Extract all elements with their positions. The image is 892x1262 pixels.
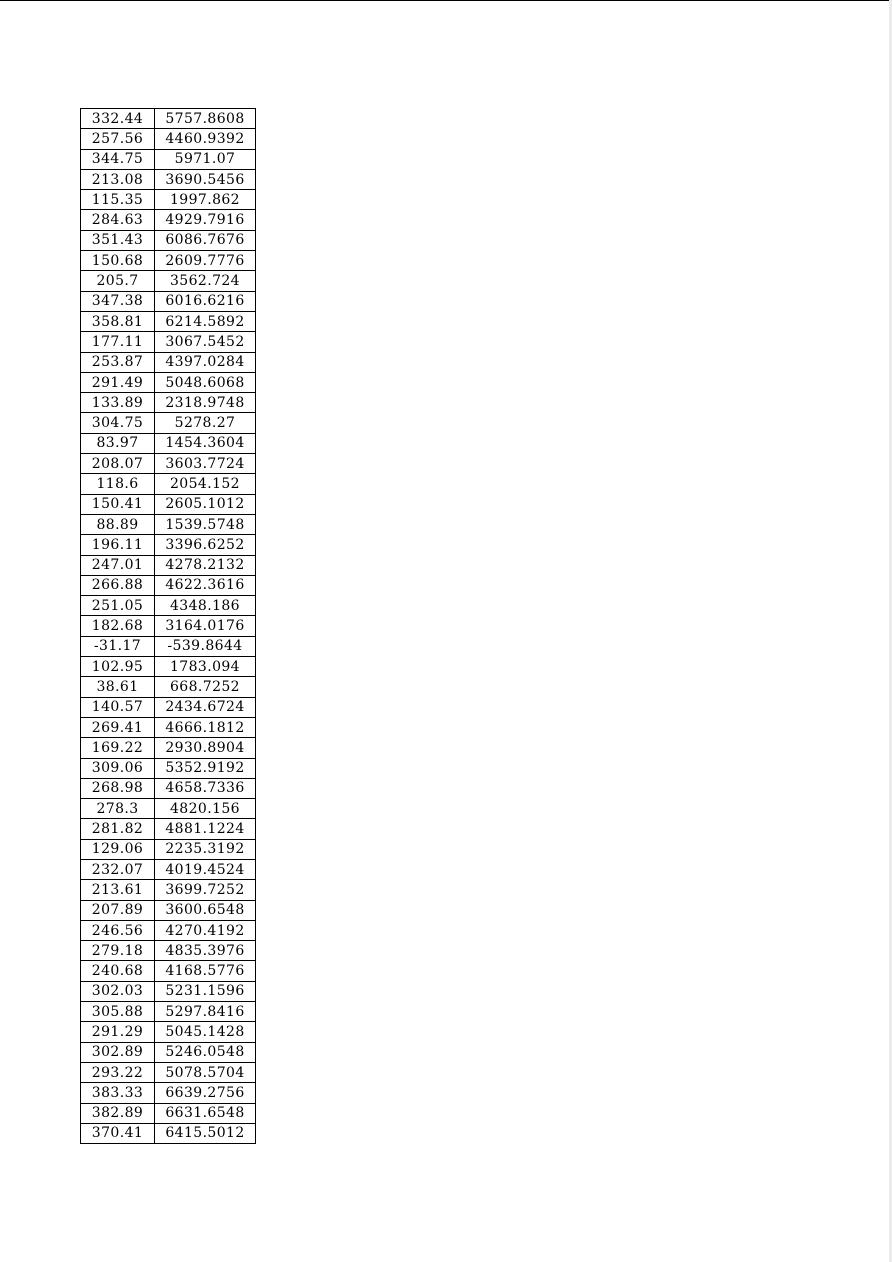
table-cell-col-a[interactable]: 253.87 — [81, 352, 155, 372]
table-cell-col-b[interactable]: 4666.1812 — [155, 717, 256, 737]
table-row — [81, 758, 256, 778]
table-cell-col-b[interactable]: 5757.8608 — [155, 109, 256, 129]
table-row — [81, 1103, 256, 1123]
table-cell-col-a[interactable]: 370.41 — [81, 1123, 155, 1143]
table-cell-col-b[interactable]: 2605.1012 — [155, 494, 256, 514]
table-row — [81, 555, 256, 575]
table-cell-col-a[interactable]: 332.44 — [81, 109, 155, 129]
table-cell-col-a[interactable]: 102.95 — [81, 657, 155, 677]
table-cell-col-a[interactable]: 213.61 — [81, 880, 155, 900]
table-row — [81, 920, 256, 940]
table-cell-col-b[interactable]: 1997.862 — [155, 190, 256, 210]
data-table-body — [81, 109, 256, 1144]
table-cell-col-a[interactable]: 133.89 — [81, 393, 155, 413]
table-cell-col-a[interactable]: 281.82 — [81, 819, 155, 839]
table-cell-col-b[interactable]: 1539.5748 — [155, 514, 256, 534]
table-row — [81, 413, 256, 433]
table-cell-col-b[interactable]: 5297.8416 — [155, 1002, 256, 1022]
table-cell-col-a[interactable]: 196.11 — [81, 535, 155, 555]
table-row — [81, 961, 256, 981]
table-cell-col-b[interactable]: 3699.7252 — [155, 880, 256, 900]
table-cell-col-a[interactable]: -31.17 — [81, 636, 155, 656]
table-cell-col-a[interactable]: 213.08 — [81, 169, 155, 189]
table-row — [81, 129, 256, 149]
table-cell-col-a[interactable]: 266.88 — [81, 575, 155, 595]
table-cell-col-a[interactable]: 278.3 — [81, 799, 155, 819]
table-cell-col-a[interactable]: 302.89 — [81, 1042, 155, 1062]
table-cell-col-b[interactable]: 3067.5452 — [155, 332, 256, 352]
table-cell-col-a[interactable]: 246.56 — [81, 920, 155, 940]
table-cell-col-b[interactable]: 5045.1428 — [155, 1022, 256, 1042]
table-cell-col-a[interactable]: 257.56 — [81, 129, 155, 149]
table-cell-col-a[interactable]: 232.07 — [81, 859, 155, 879]
table-row — [81, 657, 256, 677]
table-row — [81, 149, 256, 169]
table-row — [81, 900, 256, 920]
table-cell-col-a[interactable]: 169.22 — [81, 738, 155, 758]
table-cell-col-b[interactable]: 4929.7916 — [155, 210, 256, 230]
table-cell-col-b[interactable]: 4881.1224 — [155, 819, 256, 839]
table-row — [81, 1042, 256, 1062]
table-cell-col-a[interactable]: 182.68 — [81, 616, 155, 636]
table-row — [81, 393, 256, 413]
page-top-border — [0, 0, 892, 1]
table-row — [81, 454, 256, 474]
table-cell-col-a[interactable]: 347.38 — [81, 291, 155, 311]
table-cell-col-a[interactable]: 150.68 — [81, 251, 155, 271]
table-cell-col-b[interactable]: 4658.7336 — [155, 778, 256, 798]
table-cell-col-a[interactable]: 205.7 — [81, 271, 155, 291]
table-row — [81, 433, 256, 453]
table-cell-col-b[interactable]: 2235.3192 — [155, 839, 256, 859]
table-cell-col-b[interactable]: 5352.9192 — [155, 758, 256, 778]
table-cell-col-a[interactable]: 309.06 — [81, 758, 155, 778]
table-cell-col-a[interactable]: 140.57 — [81, 697, 155, 717]
table-cell-col-b[interactable]: 3396.6252 — [155, 535, 256, 555]
table-row — [81, 636, 256, 656]
table-row — [81, 717, 256, 737]
table-cell-col-a[interactable]: 177.11 — [81, 332, 155, 352]
table-cell-col-b[interactable]: 2930.8904 — [155, 738, 256, 758]
table-cell-col-a[interactable]: 305.88 — [81, 1002, 155, 1022]
table-cell-col-a[interactable]: 279.18 — [81, 941, 155, 961]
table-row — [81, 859, 256, 879]
table-row — [81, 697, 256, 717]
table-cell-col-b[interactable]: 4270.4192 — [155, 920, 256, 940]
table-cell-col-b[interactable]: 6086.7676 — [155, 230, 256, 250]
table-row — [81, 352, 256, 372]
table-row — [81, 839, 256, 859]
table-row — [81, 210, 256, 230]
table-cell-col-a[interactable]: 302.03 — [81, 981, 155, 1001]
table-cell-col-b[interactable]: 4820.156 — [155, 799, 256, 819]
table-row — [81, 819, 256, 839]
table-cell-col-a[interactable]: 240.68 — [81, 961, 155, 981]
table-cell-col-a[interactable]: 293.22 — [81, 1062, 155, 1082]
table-cell-col-b[interactable]: 1783.094 — [155, 657, 256, 677]
table-cell-col-b[interactable]: 4278.2132 — [155, 555, 256, 575]
table-cell-col-a[interactable]: 150.41 — [81, 494, 155, 514]
table-cell-col-b[interactable]: 4019.4524 — [155, 859, 256, 879]
table-row — [81, 535, 256, 555]
table-row — [81, 778, 256, 798]
table-cell-col-b[interactable]: 2054.152 — [155, 474, 256, 494]
table-row — [81, 169, 256, 189]
table-cell-col-b[interactable]: 3690.5456 — [155, 169, 256, 189]
table-cell-col-a[interactable]: 251.05 — [81, 596, 155, 616]
table-row — [81, 109, 256, 129]
table-cell-col-b[interactable]: 4835.3976 — [155, 941, 256, 961]
table-row — [81, 474, 256, 494]
table-cell-col-b[interactable]: 3600.6548 — [155, 900, 256, 920]
table-cell-col-a[interactable]: 268.98 — [81, 778, 155, 798]
table-row — [81, 1022, 256, 1042]
table-row — [81, 291, 256, 311]
table-cell-col-b[interactable]: 4397.0284 — [155, 352, 256, 372]
table-row — [81, 494, 256, 514]
table-cell-col-b[interactable]: 3562.724 — [155, 271, 256, 291]
table-row — [81, 311, 256, 331]
table-row — [81, 616, 256, 636]
table-cell-col-a[interactable]: 129.06 — [81, 839, 155, 859]
table-row — [81, 1123, 256, 1143]
table-cell-col-b[interactable]: 6631.6548 — [155, 1103, 256, 1123]
table-cell-col-a[interactable]: 269.41 — [81, 717, 155, 737]
table-cell-col-b[interactable]: 3603.7724 — [155, 454, 256, 474]
table-row — [81, 1083, 256, 1103]
table-cell-col-a[interactable]: 208.07 — [81, 454, 155, 474]
table-row — [81, 1002, 256, 1022]
table-cell-col-b[interactable]: 6415.5012 — [155, 1123, 256, 1143]
table-cell-col-a[interactable]: 247.01 — [81, 555, 155, 575]
table-cell-col-b[interactable]: 2318.9748 — [155, 393, 256, 413]
table-row — [81, 596, 256, 616]
table-cell-col-b[interactable]: 5971.07 — [155, 149, 256, 169]
table-row — [81, 1062, 256, 1082]
table-cell-col-a[interactable]: 207.89 — [81, 900, 155, 920]
table-cell-col-a[interactable]: 351.43 — [81, 230, 155, 250]
table-row — [81, 514, 256, 534]
table-cell-col-a[interactable]: 304.75 — [81, 413, 155, 433]
table-cell-col-b[interactable]: 6639.2756 — [155, 1083, 256, 1103]
table-row — [81, 941, 256, 961]
table-row — [81, 251, 256, 271]
table-cell-col-a[interactable]: 38.61 — [81, 677, 155, 697]
table-cell-col-b[interactable]: 5048.6068 — [155, 372, 256, 392]
table-cell-col-a[interactable]: 284.63 — [81, 210, 155, 230]
table-cell-col-a[interactable]: 383.33 — [81, 1083, 155, 1103]
table-cell-col-b[interactable]: 6214.5892 — [155, 311, 256, 331]
table-row — [81, 677, 256, 697]
table-cell-col-a[interactable]: 291.29 — [81, 1022, 155, 1042]
table-cell-col-b[interactable]: 5231.1596 — [155, 981, 256, 1001]
table-cell-col-b[interactable]: 4348.186 — [155, 596, 256, 616]
table-cell-col-b[interactable]: 5078.5704 — [155, 1062, 256, 1082]
table-row — [81, 332, 256, 352]
table-cell-col-b[interactable]: 3164.0176 — [155, 616, 256, 636]
table-row — [81, 271, 256, 291]
data-table — [80, 108, 256, 1144]
table-cell-col-a[interactable]: 88.89 — [81, 514, 155, 534]
table-row — [81, 880, 256, 900]
table-row — [81, 575, 256, 595]
table-row — [81, 981, 256, 1001]
table-cell-col-a[interactable]: 344.75 — [81, 149, 155, 169]
table-row — [81, 190, 256, 210]
table-cell-col-b[interactable]: 5246.0548 — [155, 1042, 256, 1062]
table-cell-col-b[interactable]: 2434.6724 — [155, 697, 256, 717]
table-cell-col-b[interactable]: 6016.6216 — [155, 291, 256, 311]
table-cell-col-a[interactable]: 358.81 — [81, 311, 155, 331]
table-cell-col-a[interactable]: 83.97 — [81, 433, 155, 453]
table-cell-col-b[interactable]: 668.7252 — [155, 677, 256, 697]
table-row — [81, 738, 256, 758]
table-row — [81, 230, 256, 250]
table-cell-col-a[interactable]: 291.49 — [81, 372, 155, 392]
table-cell-col-b[interactable]: 4622.3616 — [155, 575, 256, 595]
table-cell-col-a[interactable]: 118.6 — [81, 474, 155, 494]
table-cell-col-b[interactable]: -539.8644 — [155, 636, 256, 656]
table-cell-col-b[interactable]: 1454.3604 — [155, 433, 256, 453]
table-cell-col-a[interactable]: 382.89 — [81, 1103, 155, 1123]
table-row — [81, 799, 256, 819]
table-cell-col-b[interactable]: 5278.27 — [155, 413, 256, 433]
table-cell-col-b[interactable]: 2609.7776 — [155, 251, 256, 271]
table-cell-col-b[interactable]: 4460.9392 — [155, 129, 256, 149]
table-cell-col-b[interactable]: 4168.5776 — [155, 961, 256, 981]
table-row — [81, 372, 256, 392]
table-cell-col-a[interactable]: 115.35 — [81, 190, 155, 210]
